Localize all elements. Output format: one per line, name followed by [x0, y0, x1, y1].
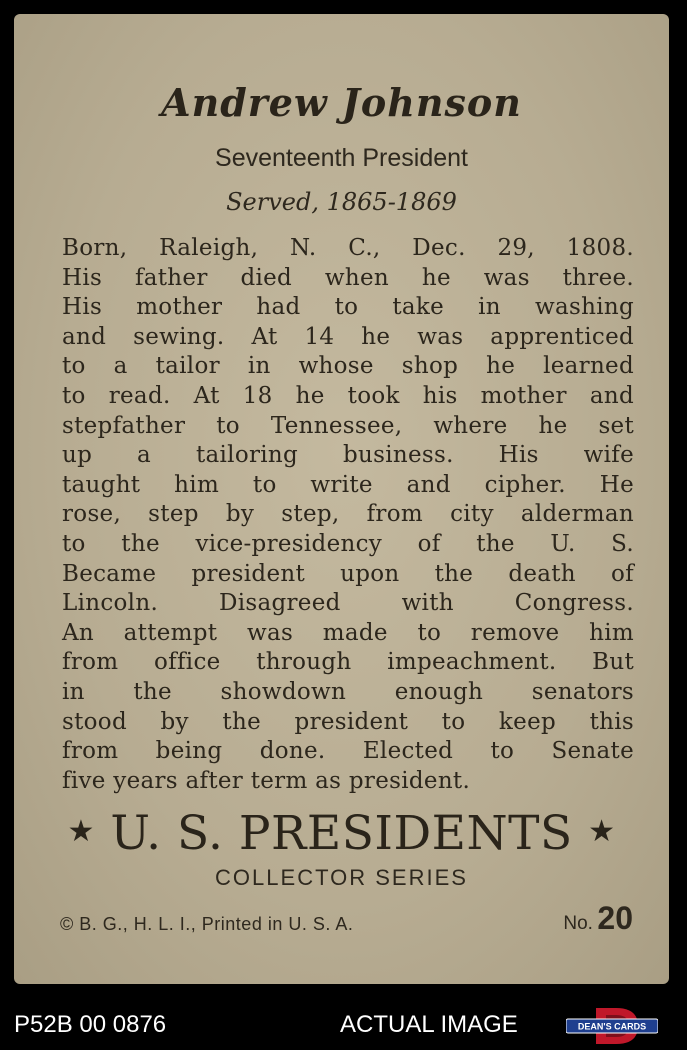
bio-line: five years after term as president. — [62, 767, 471, 794]
bio-line: An attempt was made to remove him — [62, 619, 634, 646]
president-name: Andrew Johnson — [161, 80, 522, 125]
bio-line: to read. At 18 he took his mother and — [62, 382, 634, 409]
card-number-label: No. — [563, 913, 593, 934]
series-title-text: U. S. PRESIDENTS — [110, 806, 573, 861]
bio-line: from office through impeachment. But — [62, 649, 634, 676]
bio-line: Lincoln. Disagreed with Congress. — [62, 590, 634, 617]
bio-line: taught him to write and cipher. He — [62, 471, 634, 498]
bio-line: to a tailor in whose shop he learned — [62, 353, 634, 380]
series-subtitle: COLLECTOR SERIES — [215, 865, 468, 890]
bio-line: and sewing. At 14 he was apprenticed — [62, 323, 634, 350]
actual-image-label: ACTUAL IMAGE — [340, 1011, 518, 1038]
bio-line: Became president upon the death of — [62, 560, 634, 587]
star-icon: ★ — [67, 814, 95, 849]
deans-cards-logo-icon — [566, 1006, 658, 1046]
card-number — [563, 900, 633, 937]
bio-line: stood by the president to keep this — [62, 708, 634, 735]
bio-line: from being done. Elected to Senate — [62, 738, 634, 765]
logo-text: DEAN'S CARDS — [577, 1021, 647, 1032]
served-years: Served, 1865-1869 — [226, 188, 457, 216]
president-ordinal: Seventeenth President — [215, 144, 468, 172]
bio-line: in the showdown enough senators — [62, 678, 634, 705]
bio-line: Born, Raleigh, N. C., Dec. 29, 1808. — [62, 235, 634, 261]
card-number-value: 20 — [597, 900, 633, 936]
biography-text — [62, 234, 634, 796]
bio-line: His mother had to take in washing — [62, 294, 634, 321]
copyright-line: © B. G., H. L. I., Printed in U. S. A. — [60, 914, 354, 934]
bio-line: His father died when he was three. — [62, 264, 634, 291]
certification-id: P52B 00 0876 — [14, 1011, 167, 1038]
bio-line: stepfather to Tennessee, where he set — [62, 412, 634, 439]
bio-line: to the vice-presidency of the U. S. — [62, 530, 634, 557]
bio-line: rose, step by step, from city alderman — [62, 501, 634, 528]
trading-card-back — [14, 14, 669, 984]
star-icon: ★ — [588, 814, 616, 849]
series-title — [14, 806, 669, 861]
bio-line: up a tailoring business. His wife — [62, 442, 634, 469]
